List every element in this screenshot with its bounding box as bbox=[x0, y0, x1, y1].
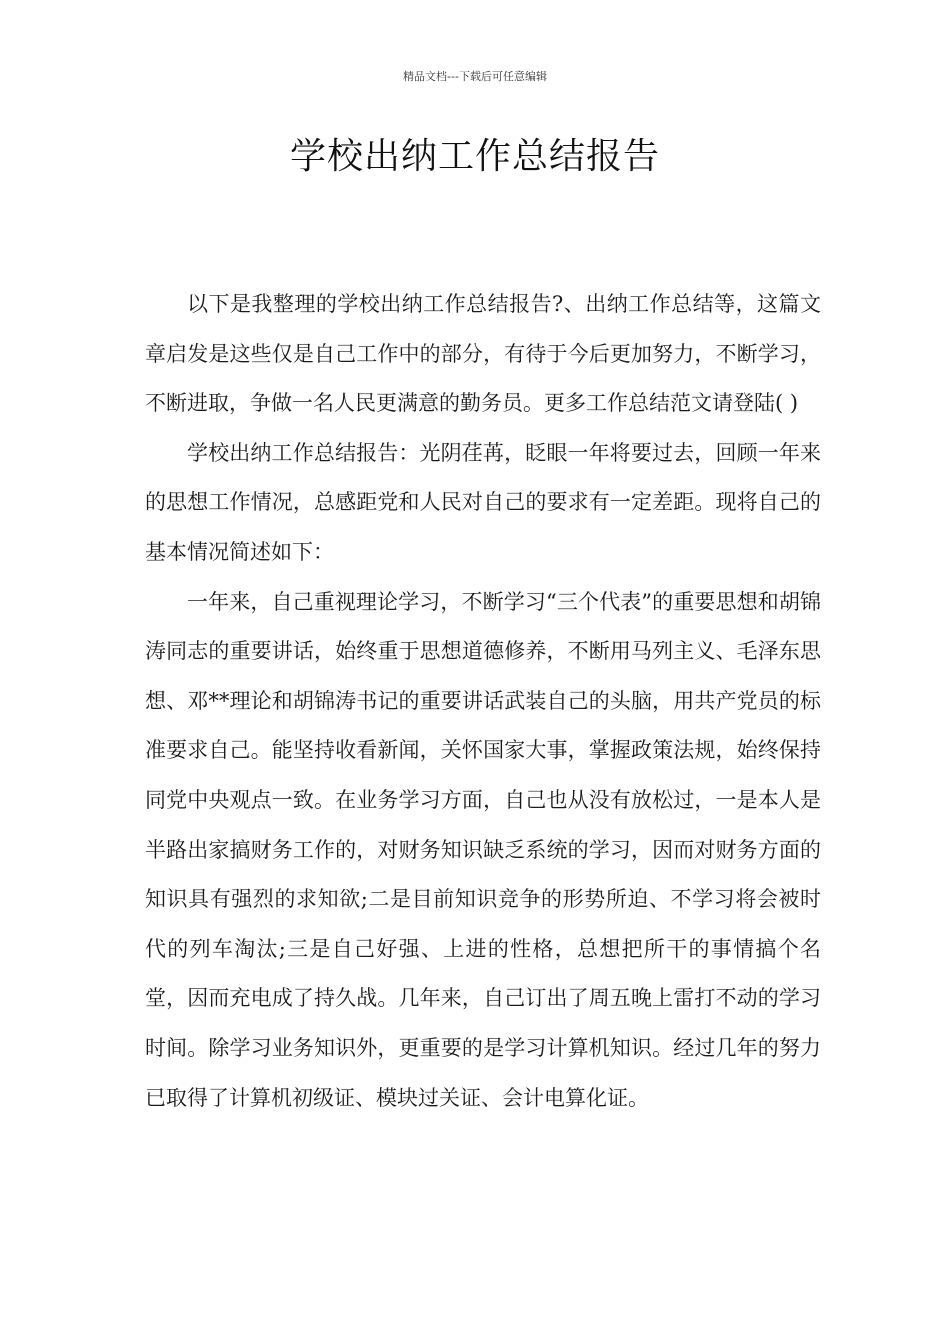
document-body bbox=[145, 280, 821, 1123]
document-title: 学校出纳工作总结报告 bbox=[289, 136, 660, 177]
paragraph-review: 学校出纳工作总结报告：光阴荏苒，眨眼一年将要过去，回顾一年来的思想工作情况，总感距党和人民对自己的要求有一定差距。现将自己的基本情况简述如下： bbox=[145, 440, 821, 564]
paragraph-intro: 以下是我整理的学校出纳工作总结报告?、出纳工作总结等，这篇文章启发是这些仅是自己工作中的部分，有待于今后更加努力，不断学习，不断进取，争做一名人民更满意的勤务员。更多工作总结范文请登陆( ) bbox=[145, 292, 821, 416]
paragraph-study: 一年来，自己重视理论学习，不断学习“三个代表”的重要思想和胡锦涛同志的重要讲话，始终重于思想道德修养，不断用马列主义、毛泽东思想、邓**理论和胡锦涛书记的重要讲话武装自己的头脑，用共产党员的标准要求自己。能坚持收看新闻，关怀国家大事，掌握政策法规，始终保持同党中央观点一致。在业务学习方面，自己也从没有放松过，一是本人是半路出家搞财务工作的，对财务知识缺乏系统的学习，因而对财务方面的知识具有强烈的求知欲;二是目前知识竞争的形势所迫、不学习将会被时代的列车淘汰;三是自己好强、上进的性格，总想把所干的事情搞个名堂，因而充电成了持久战。几年来，自己订出了周五晚上雷打不动的学习时间。除学习业务知识外，更重要的是学习计算机知识。经过几年的努力已取得了计算机初级证、模块过关证、会计电算化证。 bbox=[145, 589, 821, 1110]
page-header-note: 精品文档---下载后可任意编辑 bbox=[403, 70, 547, 83]
